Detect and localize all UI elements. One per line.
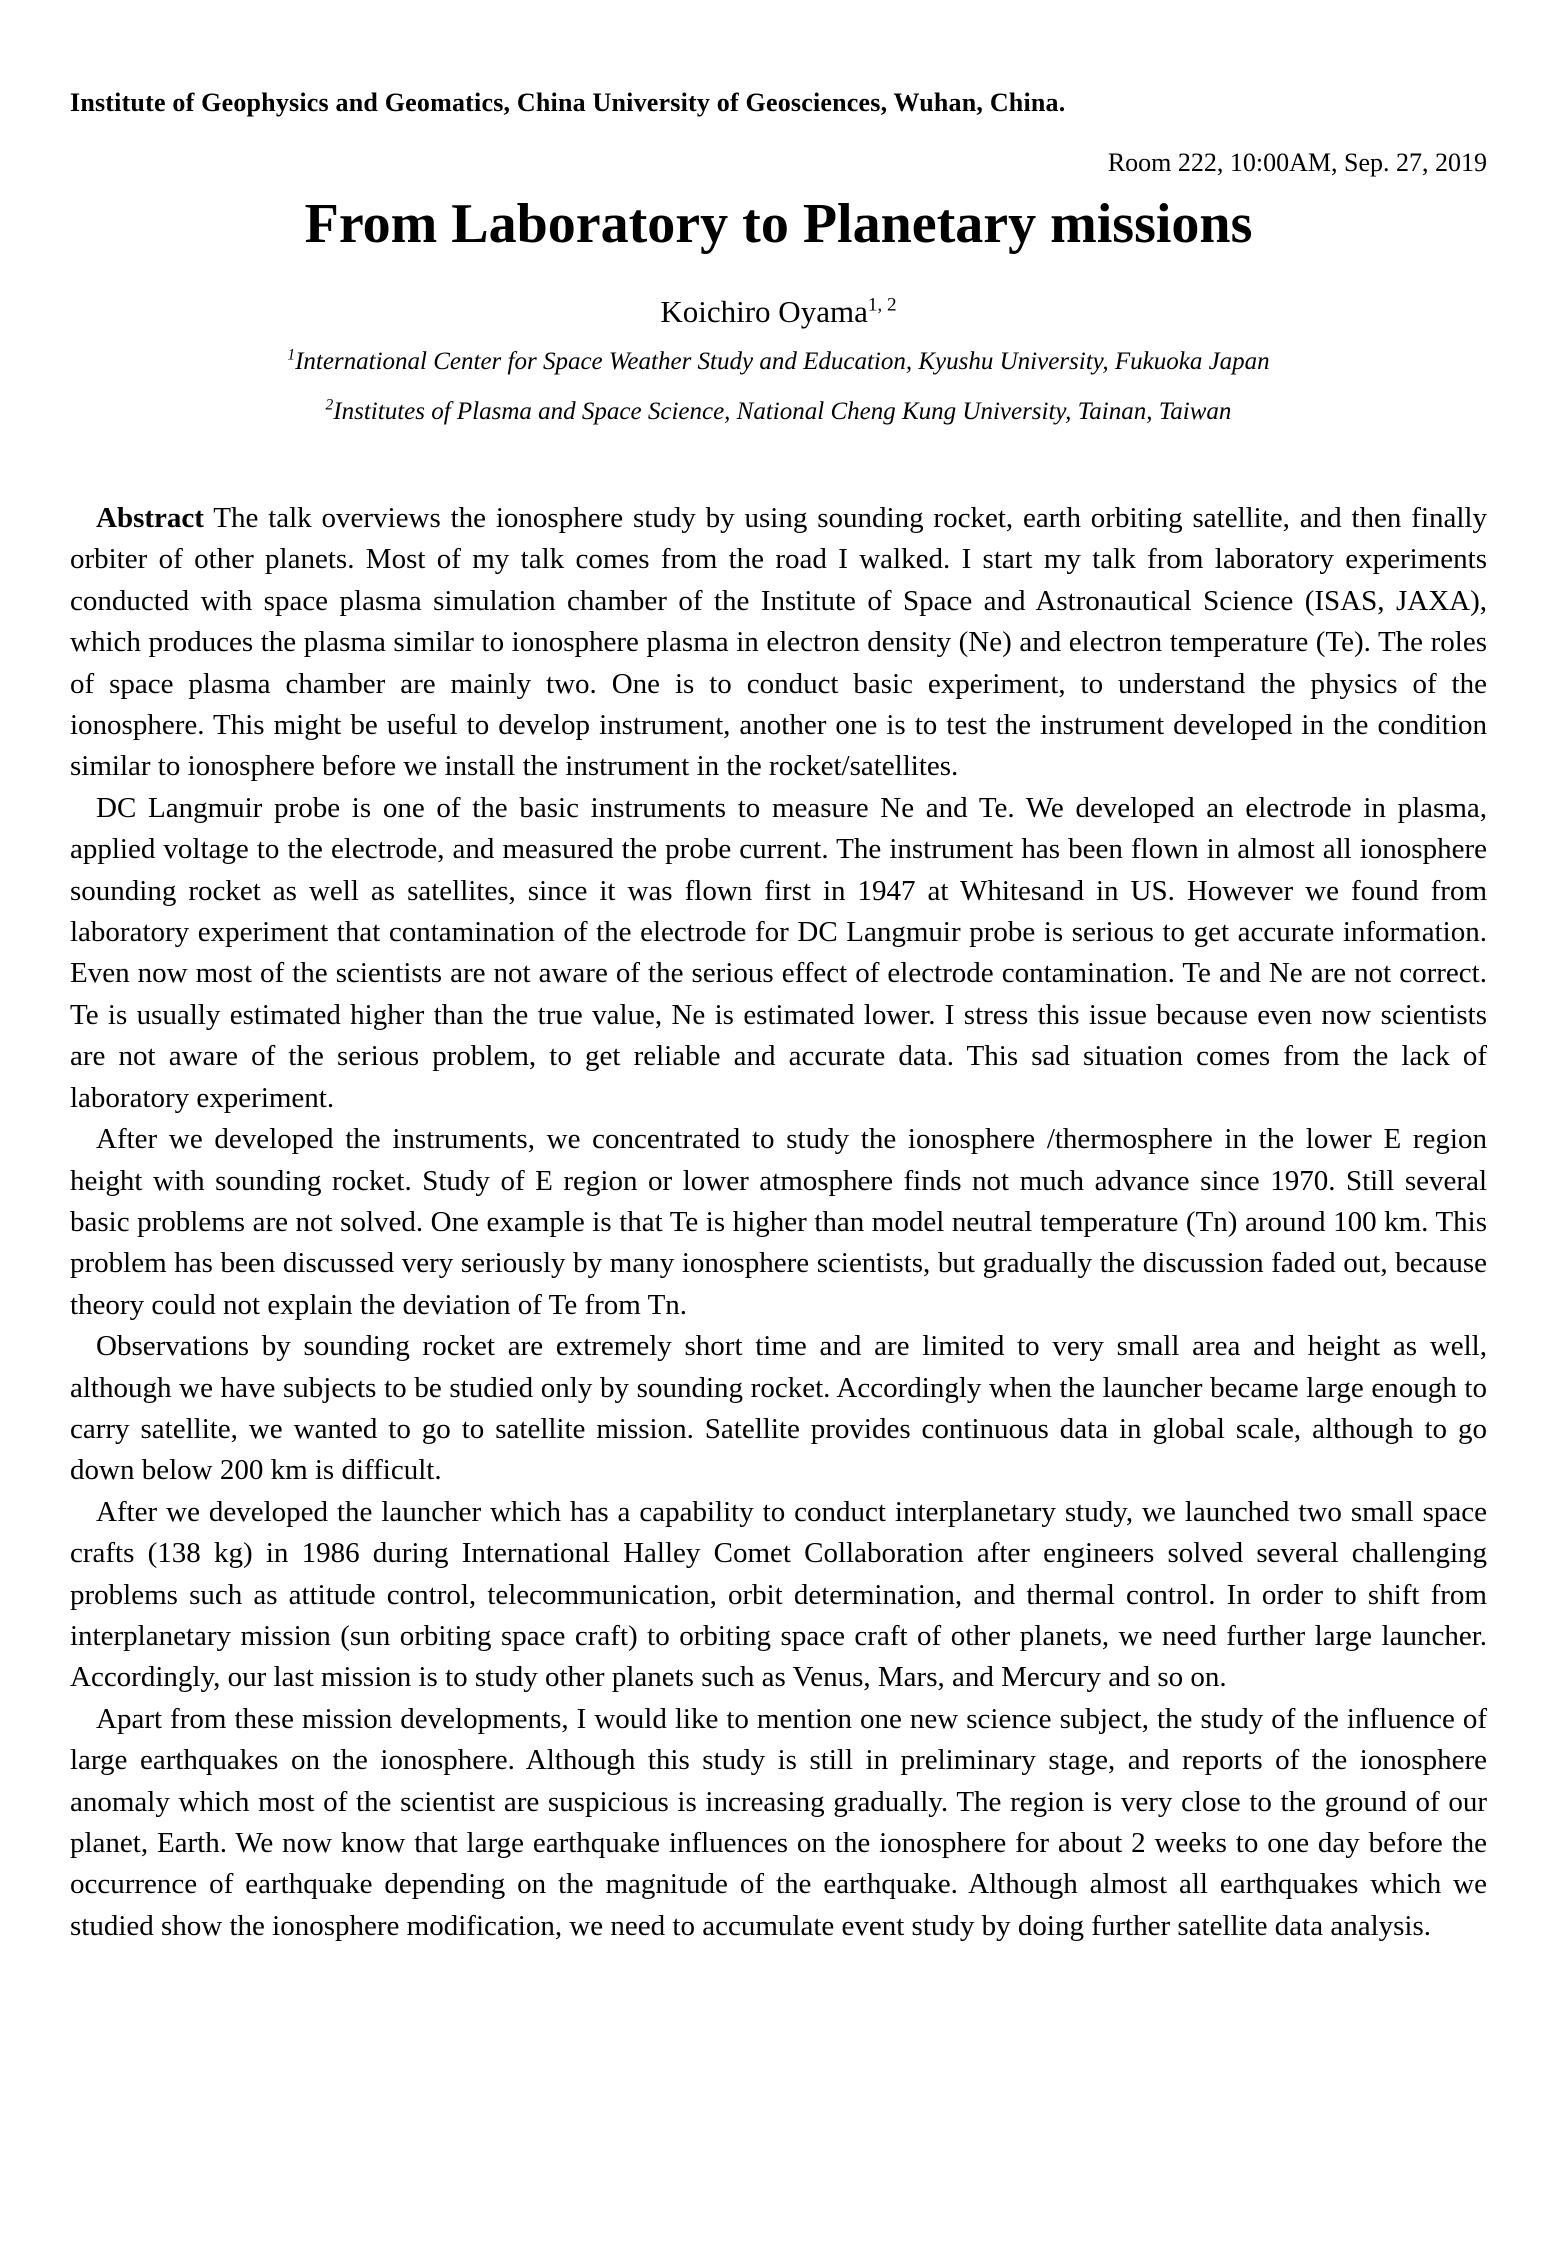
event-info: Room 222, 10:00AM, Sep. 27, 2019 bbox=[1107, 148, 1487, 177]
author-line bbox=[0, 294, 1557, 330]
affiliation-2 bbox=[0, 398, 1557, 426]
affiliation-1-text: International Center for Space Weather Study and Education, Kyushu University, Fukuoka Japan bbox=[295, 348, 1270, 375]
abstract-text: The talk overviews the ionosphere study by using sounding rocket, earth orbiting satellite, and then finally orbiter of other planets. Most of my talk comes from the road I walked. I start my talk from laboratory experiments conducted with space plasma simulation chamber of the Institute of Space and Astronautical Science (ISAS, JAXA), which produces the plasma similar to ionosphere plasma in electron density (Ne) and electron temperature (Te). The roles of space plasma chamber are mainly two. One is to conduct basic experiment, to understand the physics of the ionosphere. This might be useful to develop instrument, another one is to test the instrument developed in the condition similar to ionosphere before we install the instrument in the rocket/satellites. bbox=[70, 502, 1487, 783]
author-affiliation-markers: 1, 2 bbox=[867, 294, 897, 316]
page-title: From Laboratory to Planetary missions bbox=[304, 193, 1253, 255]
affiliation-1 bbox=[0, 348, 1557, 376]
paragraph-6: Apart from these mission developments, I would like to mention one new science subject, the study of the influence of large earthquakes on the ionosphere. Although this study is still in preliminary stage, and reports of the ionosphere anomaly which most of the scientist are suspicious is increasing gradually. The region is very close to the ground of our planet, Earth. We now know that large earthquake influences on the ionosphere for about 2 weeks to one day before the occurrence of earthquake depending on the magnitude of the earthquake. Although almost all earthquakes which we studied show the ionosphere modification, we need to accumulate event study by doing further satellite data analysis. bbox=[70, 1702, 1487, 1942]
institute-header: Institute of Geophysics and Geomatics, China University of Geosciences, Wuhan, China. bbox=[70, 88, 1066, 117]
affiliation-2-marker: 2 bbox=[325, 396, 334, 414]
affiliation-2-text: Institutes of Plasma and Space Science, National Cheng Kung University, Tainan, Taiwan bbox=[333, 398, 1232, 425]
affiliation-1-marker: 1 bbox=[287, 346, 296, 364]
author-name: Koichiro Oyama bbox=[660, 294, 868, 329]
abstract-label: Abstract bbox=[96, 502, 204, 534]
paragraph-5: After we developed the launcher which has a capability to conduct interplanetary study, we launched two small space crafts (138 kg) in 1986 during International Halley Comet Collaboration after engineers solved several challenging problems such as attitude control, telecommunication, orbit determination, and thermal control. In order to shift from interplanetary mission (sun orbiting space craft) to orbiting space craft of other planets, we need further large launcher. Accordingly, our last mission is to study other planets such as Venus, Mars, and Mercury and so on. bbox=[70, 1495, 1487, 1694]
paragraph-4: Observations by sounding rocket are extremely short time and are limited to very small area and height as well, although we have subjects to be studied only by sounding rocket. Accordingly when the launcher became large enough to carry satellite, we wanted to go to satellite mission. Satellite provides continuous data in global scale, although to go down below 200 km is difficult. bbox=[70, 1330, 1487, 1487]
paragraph-abstract bbox=[70, 498, 1487, 788]
paragraph-3: After we developed the instruments, we concentrated to study the ionosphere /thermosphere in the lower E region height with sounding rocket. Study of E region or lower atmosphere finds not much advance since 1970. Still several basic problems are not solved. One example is that Te is higher than model neutral temperature (Tn) around 100 km. This problem has been discussed very seriously by many ionosphere scientists, but gradually the discussion faded out, because theory could not explain the deviation of Te from Tn. bbox=[70, 1123, 1487, 1321]
abstract-body bbox=[70, 498, 1487, 1947]
paragraph-2: DC Langmuir probe is one of the basic instruments to measure Ne and Te. We developed an electrode in plasma, applied voltage to the electrode, and measured the probe current. The instrument has been flown in almost all ionosphere sounding rocket as well as satellites, since it was flown first in 1947 at Whitesand in US. However we found from laboratory experiment that contamination of the electrode for DC Langmuir probe is serious to get accurate information. Even now most of the scientists are not aware of the serious effect of electrode contamination. Te and Ne are not correct. Te is usually estimated higher than the true value, Ne is estimated lower. I stress this issue because even now scientists are not aware of the serious problem, to get reliable and accurate data. This sad situation comes from the lack of laboratory experiment. bbox=[70, 791, 1487, 1114]
